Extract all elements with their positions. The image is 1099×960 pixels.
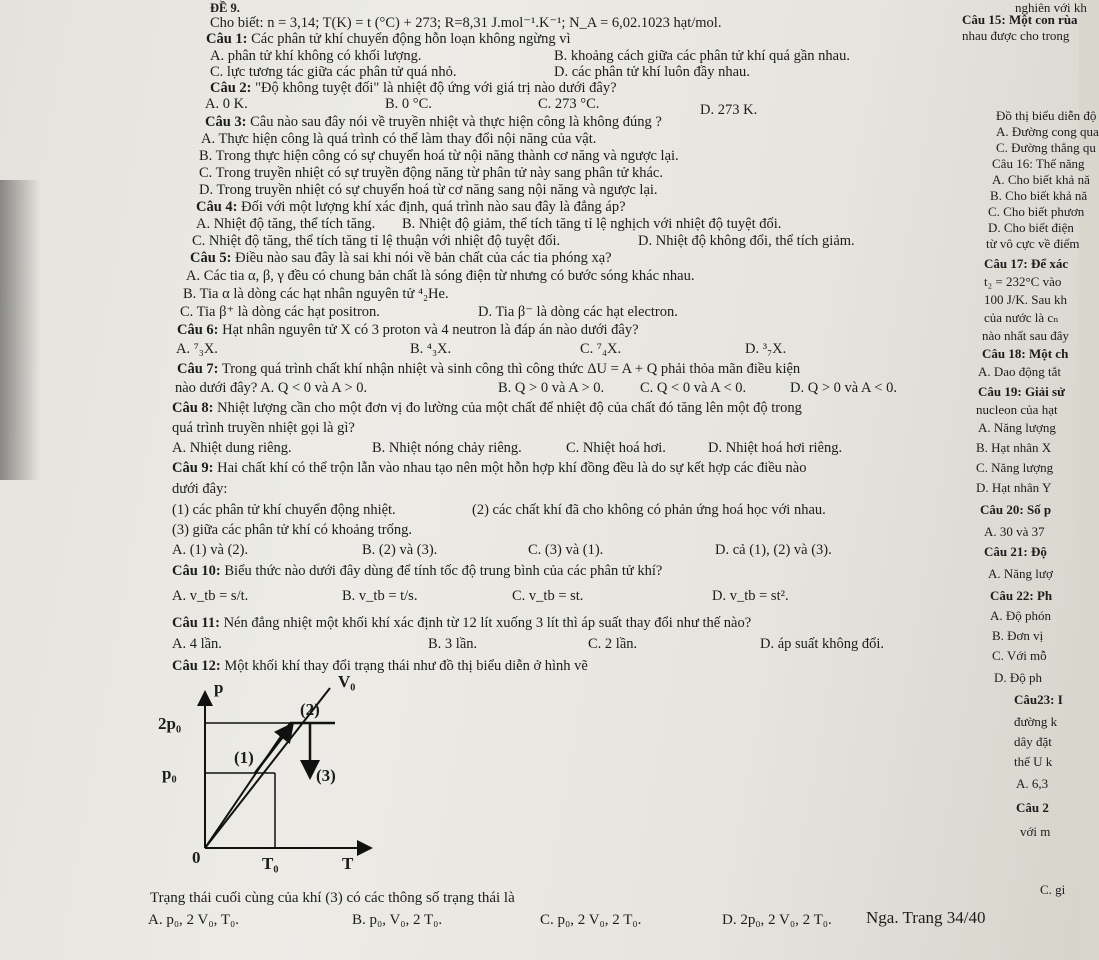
question-12: Câu 12: Một khối khí thay đổi trạng thái như đồ thị biểu diễn ở hình vẽ [172,658,588,674]
right-line-0: nghiên với kh [1015,0,1087,15]
q9-option-d: D. cả (1), (2) và (3). [715,542,832,558]
graph-state-2: (2) [300,700,320,719]
page-footer: Nga. Trang 34/40 [866,908,986,927]
q5-option-d: D. Tia β⁻ là dòng các hạt electron. [478,304,678,320]
q12-option-c: C. p₀, 2 V₀, 2 T₀. [540,912,642,928]
right-line-7: A. Cho biết khả nă [992,172,1090,187]
question-6: Câu 6: Hạt nhân nguyên tử X có 3 proton và 4 neutron là đáp án nào dưới đây? [177,322,639,338]
q3-option-a: A. Thực hiện công là quá trình có thể làm thay đổi nội năng của vật. [201,131,597,147]
q8-option-d: D. Nhiệt hoá hơi riêng. [708,440,843,456]
q7-option-b: B. Q > 0 và A > 0. [498,380,605,396]
right-line-37: thế U k [1014,754,1053,769]
question-9-cont: dưới đây: [172,481,228,497]
q2-option-b: B. 0 °C. [385,96,432,112]
process-1-arrow [255,730,288,773]
right-line-25: Câu 20: Số p [980,502,1052,517]
q8-option-b: B. Nhiệt nóng chảy riêng. [372,440,522,456]
q5-option-a: A. Các tia α, β, γ đều có chung bản chất là sóng điện từ nhưng có bước sóng khác nhau. [186,268,695,284]
q12-option-d: D. 2p₀, 2 V₀, 2 T₀. [722,912,832,928]
right-line-22: B. Hạt nhân X [976,440,1052,455]
question-4: Câu 4: Đối với một lượng khí xác định, quá trình nào sau đây là đẳng áp? [196,199,626,215]
q11-option-a: A. 4 lần. [172,636,222,652]
right-line-21: A. Năng lượng [978,420,1056,435]
graph-t0-label: T₀ [262,854,279,873]
q12-option-a: A. p₀, 2 V₀, T₀. [148,912,239,928]
right-line-32: C. Với mỗ [992,648,1047,663]
graph-t-label: T [342,854,354,873]
right-line-31: B. Đơn vị [992,628,1044,643]
q12-option-b: B. p₀, V₀, 2 T₀. [352,912,443,928]
q9-statement-3: (3) giữa các phân tử khí có khoảng trống. [172,522,412,538]
right-line-29: Câu 22: Ph [990,588,1053,603]
q6-option-a: A. ⁷₃X. [176,341,218,357]
q2-option-c: C. 273 °C. [538,96,600,112]
right-line-8: B. Cho biết khả nă [990,188,1088,203]
graph-v0-label: V₀ [338,672,356,691]
q1-option-c: C. lực tương tác giữa các phân tử quá nhỏ. [210,64,457,80]
right-line-1: Câu 15: Một con rùa [962,12,1078,27]
page-shadow [0,180,40,480]
q3-option-d: D. Trong truyền nhiệt có sự chuyển hoá từ cơ năng sang nội năng và ngược lại. [199,182,658,198]
right-line-5: C. Đường thẳng qu [996,140,1096,155]
right-line-38: A. 6,3 [1016,776,1049,791]
q1-option-d: D. các phân tử khí luôn đầy nhau. [554,64,750,80]
right-line-11: từ vô cực về điểm [986,236,1080,251]
q10-option-d: D. v_tb = st². [712,588,789,604]
q2-option-d: D. 273 K. [700,102,758,118]
question-8: Câu 8: Nhiệt lượng cần cho một đơn vị đo lường của một chất để nhiệt độ của chất đó tăng lên một độ trong [172,400,802,416]
q9-option-b: B. (2) và (3). [362,542,438,558]
right-line-34: Câu23: I [1014,692,1063,707]
q3-option-c: C. Trong truyền nhiệt có sự truyền động năng từ phân tử này sang phân tử khác. [199,165,663,181]
question-5: Câu 5: Điều nào sau đây là sai khi nói về bản chất của các tia phóng xạ? [190,250,612,266]
right-line-23: C. Năng lượng [976,460,1054,475]
right-line-28: A. Năng lượ [988,566,1053,581]
question-12-tail: Trạng thái cuối cùng của khí (3) có các thông số trạng thái là [150,890,515,906]
right-line-10: D. Cho biết điện [988,220,1074,235]
right-line-12: Câu 17: Để xác [984,256,1069,271]
q4-option-c: C. Nhiệt độ tăng, thể tích tăng tỉ lệ thuận với nhiệt độ tuyệt đối. [192,233,561,249]
question-1: Câu 1: Các phân tử khí chuyển động hỗn loạn không ngừng vì [206,31,571,47]
q10-option-b: B. v_tb = t/s. [342,588,418,604]
right-line-39: Câu 2 [1016,800,1049,815]
right-line-24: D. Hạt nhân Y [976,480,1052,495]
q4-option-b: B. Nhiệt độ giảm, thể tích tăng tỉ lệ nghịch với nhiệt độ tuyệt đối. [402,216,782,232]
right-line-27: Câu 21: Độ [984,544,1047,559]
graph-state-1: (1) [234,748,254,767]
q10-option-a: A. v_tb = s/t. [172,588,249,604]
q9-option-c: C. (3) và (1). [528,542,604,558]
q6-option-c: C. ⁷₄X. [580,341,622,357]
right-line-9: C. Cho biết phươn [988,204,1085,219]
question-9: Câu 9: Hai chất khí có thể trộn lẫn vào nhau tạo nên một hỗn hợp khí đồng đều là do sự kết hợp các điều nào [172,460,807,476]
question-7: Câu 7: Trong quá trình chất khí nhận nhiệt và sinh công thì công thức ΔU = A + Q phải thỏa mãn điều kiện [177,361,801,377]
graph-2p0-label: 2p₀ [158,714,182,733]
right-line-36: dây đặt [1014,734,1052,749]
q6-option-b: B. ⁴₃X. [410,341,452,357]
q2-option-a: A. 0 K. [205,96,248,112]
right-line-33: D. Độ ph [994,670,1043,685]
isochore-v0 [205,723,290,848]
q11-option-b: B. 3 lần. [428,636,478,652]
right-line-41: C. gi [1040,882,1066,897]
right-line-16: nào nhất sau đây [982,328,1070,343]
right-line-26: A. 30 và 37 [984,524,1045,539]
q5-option-b: B. Tia α là dòng các hạt nhân nguyên tử ⁴₂He. [183,286,449,302]
q1-option-b: B. khoảng cách giữa các phân tử khí quá gần nhau. [554,48,850,64]
q11-option-d: D. áp suất không đổi. [760,636,885,652]
graph-p0-label: p₀ [162,764,177,783]
right-line-40: với m [1020,824,1051,839]
question-10: Câu 10: Biểu thức nào dưới đây dùng để tính tốc độ trung bình của các phân tử khí? [172,563,663,579]
q9-statement-2: (2) các chất khí đã cho không có phản ứng hoá học với nhau. [472,502,826,518]
q4-option-a: A. Nhiệt độ tăng, thể tích tăng. [196,216,376,232]
given-constants: Cho biết: n = 3,14; T(K) = t (°C) + 273; R=8,31 J.mol⁻¹.K⁻¹; N_A = 6,02.1023 hạt/mol. [210,15,722,31]
graph-p-label: p [214,678,224,697]
q7-option-c: C. Q < 0 và A < 0. [640,380,747,396]
question-11: Câu 11: Nén đẳng nhiệt một khối khí xác định từ 12 lít xuống 3 lít thì áp suất thay đổi như thế nào? [172,615,752,631]
right-line-20: nucleon của hạt [976,402,1058,417]
q6-option-d: D. ³₇X. [745,341,787,357]
right-line-30: A. Độ phón [990,608,1052,623]
q10-option-c: C. v_tb = st. [512,588,584,604]
question-8-cont: quá trình truyền nhiệt gọi là gì? [172,420,355,436]
q9-statement-1: (1) các phân tử khí chuyển động nhiệt. [172,502,396,518]
q4-option-d: D. Nhiệt độ không đổi, thể tích giảm. [638,233,855,249]
q9-option-a: A. (1) và (2). [172,542,249,558]
right-line-19: Câu 19: Giải sử [978,384,1065,399]
q5-option-c: C. Tia β⁺ là dòng các hạt positron. [180,304,380,320]
right-line-6: Câu 16: Thế năng [992,156,1085,171]
pt-diagram [158,672,380,878]
question-2: Câu 2: "Độ không tuyệt đối" là nhiệt độ ứng với giá trị nào dưới đây? [210,80,617,96]
right-line-14: 100 J/K. Sau kh [984,292,1068,307]
right-line-2: nhau được cho trong [962,28,1070,43]
right-line-3: Đồ thị biểu diễn độ [996,108,1097,123]
right-line-4: A. Đường cong qua [996,124,1099,139]
q8-option-c: C. Nhiệt hoá hơi. [566,440,666,456]
exam-number: ĐỀ 9. [210,1,240,15]
right-line-13: t₂ = 232°C vào [984,274,1062,289]
q7-option-a: nào dưới đây? A. Q < 0 và A > 0. [175,380,368,396]
q3-option-b: B. Trong thực hiện công có sự chuyển hoá từ nội năng thành cơ năng và ngược lại. [199,148,679,164]
q1-option-a: A. phân tử khí không có khối lượng. [210,48,422,64]
right-line-35: đường k [1014,714,1058,729]
q8-option-a: A. Nhiệt dung riêng. [172,440,292,456]
right-line-15: của nước là cₙ [984,310,1059,325]
graph-origin-label: 0 [192,848,201,867]
right-line-17: Câu 18: Một ch [982,346,1069,361]
question-3: Câu 3: Câu nào sau đây nói về truyền nhiệt và thực hiện công là không đúng ? [205,114,662,130]
q11-option-c: C. 2 lần. [588,636,638,652]
graph-state-3: (3) [316,766,336,785]
right-line-18: A. Dao động tắt [978,364,1062,379]
q7-option-d: D. Q > 0 và A < 0. [790,380,897,396]
